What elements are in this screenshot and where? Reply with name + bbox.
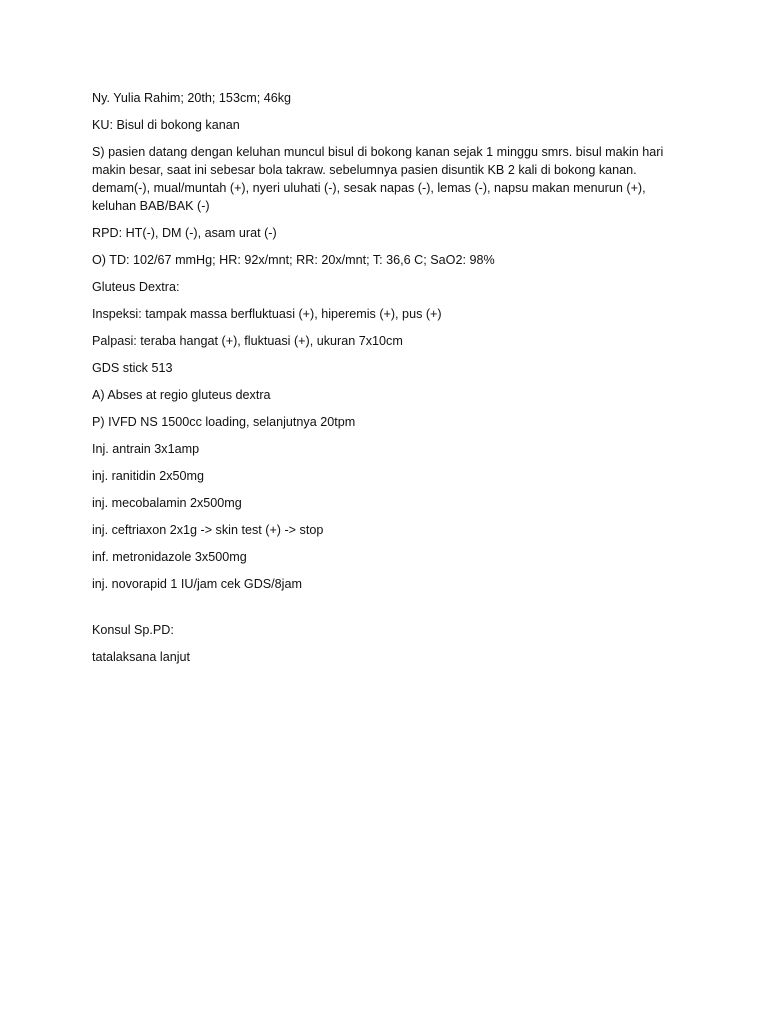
plan-item: inj. mecobalamin 2x500mg bbox=[92, 496, 242, 510]
subjective-section: S) pasien datang dengan keluhan muncul bisul di bokong kanan sejak 1 minggu smrs. bisul makin hari makin besar, saat ini sebesar bola takraw. sebelumnya pasien disuntik KB 2 kali di bokong kanan. demam(-), mual/muntah (+), nyeri uluhati (-), sesak napas (-), lemas (-), napsu makan menurun (+), keluhan BAB/BAK (-) bbox=[92, 145, 664, 213]
region-heading: Gluteus Dextra: bbox=[92, 280, 180, 294]
plan-item: inf. metronidazole 3x500mg bbox=[92, 550, 247, 564]
plan-item: P) IVFD NS 1500cc loading, selanjutnya 20tpm bbox=[92, 415, 356, 429]
plan-item: Inj. antrain 3x1amp bbox=[92, 442, 200, 456]
palpation-finding: Palpasi: teraba hangat (+), fluktuasi (+), ukuran 7x10cm bbox=[92, 334, 403, 348]
consult-heading: Konsul Sp.PD: bbox=[92, 623, 174, 637]
blank-line bbox=[92, 602, 692, 621]
patient-identity: Ny. Yulia Rahim; 20th; 153cm; 46kg bbox=[92, 91, 292, 105]
consult-note: tatalaksana lanjut bbox=[92, 650, 191, 664]
plan-item: inj. ranitidin 2x50mg bbox=[92, 469, 205, 483]
objective-vitals: O) TD: 102/67 mmHg; HR: 92x/mnt; RR: 20x/mnt; T: 36,6 C; SaO2: 98% bbox=[92, 253, 495, 267]
plan-item: inj. ceftriaxon 2x1g -> skin test (+) -> stop bbox=[92, 523, 324, 537]
clinical-note bbox=[92, 89, 692, 675]
blood-glucose: GDS stick 513 bbox=[92, 361, 173, 375]
past-medical-history: RPD: HT(-), DM (-), asam urat (-) bbox=[92, 226, 277, 240]
chief-complaint: KU: Bisul di bokong kanan bbox=[92, 118, 240, 132]
inspection-finding: Inspeksi: tampak massa berfluktuasi (+), hiperemis (+), pus (+) bbox=[92, 307, 442, 321]
plan-item: inj. novorapid 1 IU/jam cek GDS/8jam bbox=[92, 577, 302, 591]
assessment: A) Abses at regio gluteus dextra bbox=[92, 388, 271, 402]
